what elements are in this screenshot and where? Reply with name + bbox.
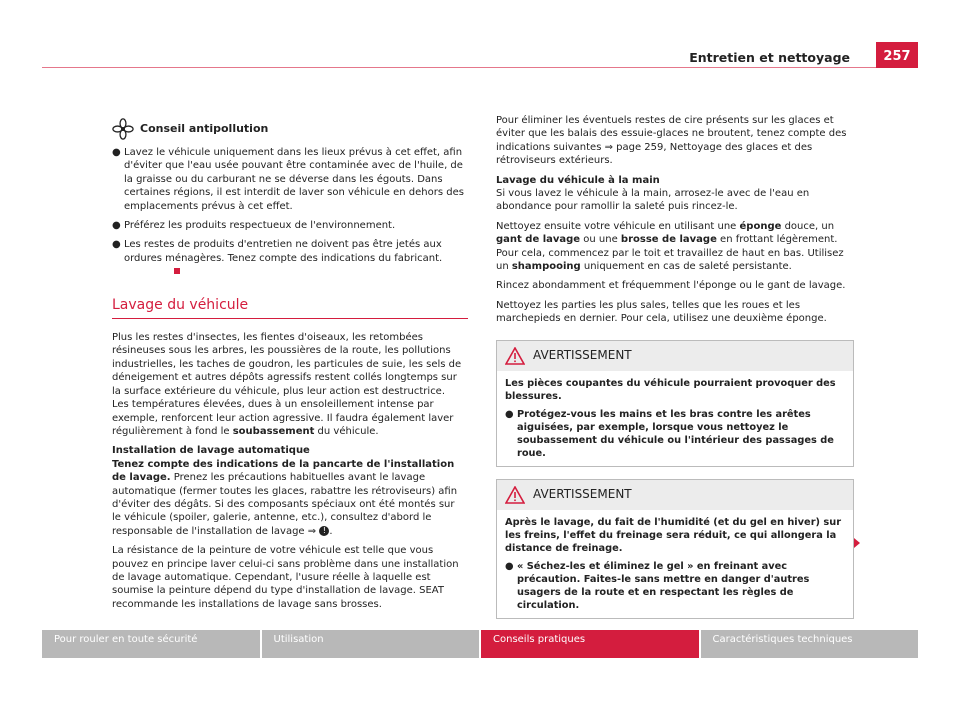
- tab-practical-tips[interactable]: Conseils pratiques: [481, 630, 699, 658]
- warning-ref-icon[interactable]: !: [319, 526, 329, 536]
- auto-wash-paragraph: Installation de lavage automatique Tenez compte des indications de la pancarte de l'installation de lavage. Prenez les précautions habituelles avant le lavage automatique (fermer toutes les glaces, rabattre les rétroviseurs) afin d'éviter des dégâts. Si des composants spéciaux ont été montés sur le véhicule (spoiler, galerie, antenne, etc.), consultez d'abord le responsable de l'installation de lavage ⇒ ! .: [112, 445, 458, 537]
- warning-header: [497, 480, 853, 510]
- warning-title: AVERTISSEMENT: [533, 486, 632, 501]
- warning-box: [496, 479, 854, 619]
- footer-nav: [42, 630, 918, 658]
- warning-triangle-icon: [505, 486, 525, 504]
- flower-icon: [112, 118, 134, 140]
- eco-heading-text: Conseil antipollution: [140, 122, 269, 136]
- eco-heading: [112, 118, 464, 140]
- warning-box: [496, 340, 854, 467]
- eco-bullet: ● Lavez le véhicule uniquement dans les lieux prévus à cet effet, afin d'éviter que l'eau usée pouvant être contaminée avec de l'huile, de la graisse ou du carburant ne se déverse dans les égouts. Dans certaines régions, il est interdit de laver son véhicule en dehors des emplacements prévus à cet effet.: [112, 147, 464, 212]
- tab-usage[interactable]: Utilisation: [262, 630, 480, 658]
- tab-safety[interactable]: Pour rouler en toute sécurité: [42, 630, 260, 658]
- auto-wash-heading: Installation de lavage automatique: [112, 445, 310, 457]
- clean-paragraph: Nettoyez ensuite votre véhicule en utilisant une éponge douce, un gant de lavage ou une brosse de lavage en frottant légèrement. Pour cela, commencez par le toit et travaillez de haut en bas. Utilisez un shampooing uniquement en cas de saleté persistante.: [496, 220, 844, 273]
- wax-paragraph: Pour éliminer les éventuels restes de cire présents sur les glaces et éviter que les balais des essuie-glaces ne broutent, tenez compte des indications suivantes ⇒ page 259, Nettoyage des glaces et des rétroviseurs extérieurs.: [496, 115, 847, 167]
- eco-bullet: ● Préférez les produits respectueux de l'environnement.: [112, 220, 396, 232]
- dirty-parts-paragraph: Nettoyez les parties les plus sales, telles que les roues et les marchepieds en dernier. Pour cela, utilisez une deuxième éponge.: [496, 299, 827, 325]
- hand-wash-paragraph: Si vous lavez le véhicule à la main, arrosez-le avec de l'eau en abondance pour ramollir la saleté puis rincez-le.: [496, 188, 810, 213]
- eco-bullet: ● Les restes de produits d'entretien ne doivent pas être jetés aux ordures ménagères. Tenez compte des indications du fabricant.: [112, 238, 464, 278]
- left-column: [112, 118, 464, 617]
- warning-body: Après le lavage, du fait de l'humidité (et du gel en hiver) sur les freins, l'effet du freinage sera réduit, ce qui allongera la distance de freinage. ● « Séchez-les et éliminez le gel » en freinant avec précaution. Faites-le sans mettre en danger d'autres usagers de la route et en respectant les règles de circulation.: [505, 516, 842, 611]
- continue-arrow-icon: [854, 538, 860, 548]
- header-rule: [42, 67, 918, 68]
- right-column: [496, 114, 852, 619]
- warning-title: AVERTISSEMENT: [533, 347, 632, 362]
- warning-header: [497, 341, 853, 371]
- section-title: Lavage du véhicule: [112, 299, 468, 319]
- section-end-mark: [174, 268, 180, 274]
- page-number: 257: [876, 42, 918, 68]
- chapter-title: Entretien et nettoyage: [689, 50, 850, 65]
- hand-wash-heading: Lavage du véhicule à la main: [496, 174, 660, 186]
- tab-specifications[interactable]: Caractéristiques techniques: [701, 630, 919, 658]
- intro-paragraph: Plus les restes d'insectes, les fientes d'oiseaux, les retombées résineuses sous les arbres, les poussières de la route, les pollutions industrielles, les taches de goudron, les particules de suie, les sels de déneigement et autres dépôts agressifs restent collés longtemps sur la surface extérieure du véhicule, plus leur action est destructrice. Les températures élevées, dues à un ensoleillement intense par exemple, renforcent leur action agressive. Il faudra également laver régulièrement à fond le soubassement du véhicule.: [112, 332, 462, 437]
- warning-triangle-icon: [505, 347, 525, 365]
- rinse-paragraph: Rincez abondamment et fréquemment l'éponge ou le gant de lavage.: [496, 280, 846, 292]
- warning-body: Les pièces coupantes du véhicule pourraient provoquer des blessures. ● Protégez-vous les mains et les bras contre les arêtes aiguisées, par exemple, lorsque vous nettoyez le soubassement du véhicule ou l'intérieur des passages de roue.: [505, 377, 836, 459]
- resistance-paragraph: La résistance de la peinture de votre véhicule est telle que vous pouvez en principe laver celui-ci sans problème dans une installation de lavage automatique. Cependant, l'usure réelle à laquelle est soumise la peinture dépend du type d'installation de lavage. SEAT recommande les installations de lavage sans brosses.: [112, 545, 459, 610]
